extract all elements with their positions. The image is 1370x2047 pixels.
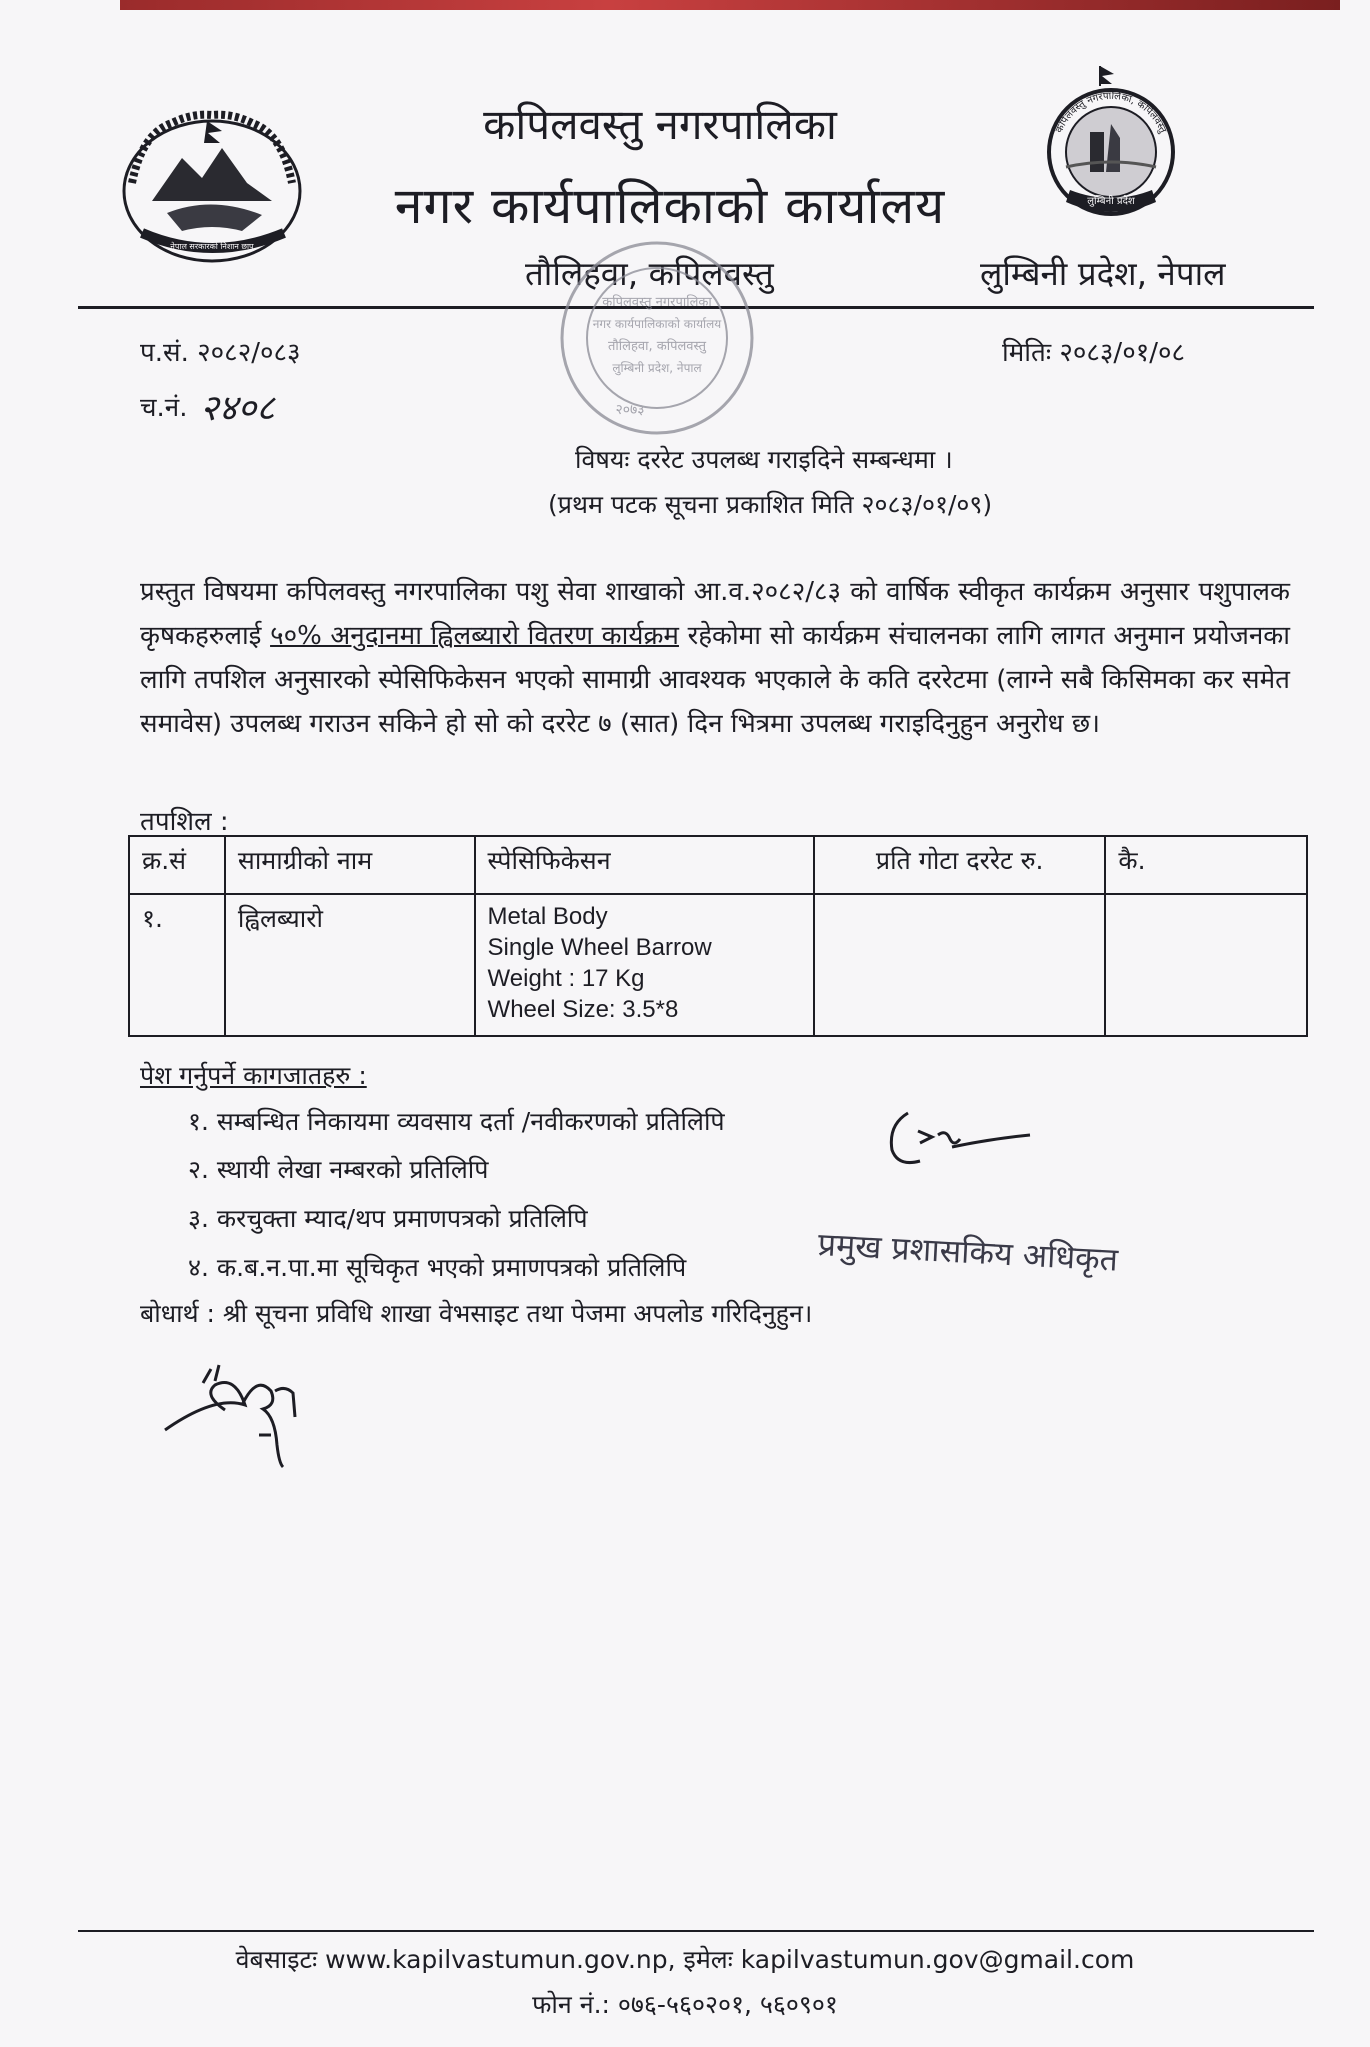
table-row bbox=[129, 894, 1307, 1036]
province-name: लुम्बिनी प्रदेश, नेपाल bbox=[980, 254, 1226, 293]
stamp-line-4: लुम्बिनी प्रदेश, नेपाल bbox=[612, 361, 702, 375]
footer-contact-web: वेबसाइटः www.kapilvastumun.gov.np, इमेलः kapilvastumun.gov@gmail.com bbox=[235, 1945, 1135, 1974]
table-header-row bbox=[129, 836, 1307, 894]
spec-line: Metal Body bbox=[487, 903, 608, 930]
footer-contact-phone: फोन नं.: ०७६-५६०२०१, ५६०९०१ bbox=[532, 1990, 838, 2019]
signatory-title: प्रमुख प्रशासकिय अधिकृत bbox=[816, 1225, 1119, 1279]
body-paragraph bbox=[140, 570, 1290, 746]
body-part-2: रहेकोमा सो कार्यक्रम संचालनका लागि लागत अनुमान प्रयोजनका लागि तपशिल अनुसारको स्पेसिफिकेसन भएको सामाग्री आवश्यक भएकाले के कति दररेटमा (लाग्ने सबै किसिमका कर समेत समावेस) उपलब्ध गराउन सकिने हो सो को दररेट ७ (सात) दिन भित्रमा उपलब्ध गराइदिनुहुन अनुरोध छ। bbox=[140, 621, 1291, 739]
stamp-year: २०७३ bbox=[615, 402, 645, 418]
document-item: २. स्थायी लेखा नम्बरको प्रतिलिपि bbox=[188, 1155, 489, 1184]
cell-rate bbox=[814, 894, 1105, 1036]
cc-note: बोधार्थ : श्री सूचना प्रविधि शाखा वेभसाइट तथा पेजमा अपलोड गरिदिनुहुन। bbox=[140, 1299, 813, 1328]
nepal-emblem-icon bbox=[112, 103, 312, 268]
municipality-logo-icon bbox=[1036, 62, 1186, 232]
stamp-line-2: नगर कार्यपालिकाको कार्यालय bbox=[592, 317, 722, 331]
footer-divider bbox=[78, 1930, 1314, 1932]
cell-sn: १. bbox=[129, 894, 225, 1036]
document-item: ३. करचुक्ता म्याद/थप प्रमाणपत्रको प्रतिलिपि bbox=[188, 1204, 588, 1233]
officer-signature bbox=[880, 1095, 1040, 1185]
details-label: तपशिल : bbox=[140, 807, 229, 837]
letter-date: मितिः २०८३/०१/०८ bbox=[1002, 338, 1186, 368]
document-item: १. सम्बन्धित निकायमा व्यवसाय दर्ता /नवीकरणको प्रतिलिपि bbox=[188, 1107, 725, 1136]
body-part-1: प्रस्तुत विषयमा कपिलवस्तु नगरपालिका पशु सेवा शाखाको आ.व.२०८२/८३ को वार्षिक स्वीकृत कार्यक्रम अनुसार पशुपालक कृषकहरुलाई bbox=[140, 577, 1290, 651]
col-header-remarks: कै. bbox=[1105, 836, 1307, 894]
municipality-name: कपिलवस्तु नगरपालिका bbox=[483, 100, 837, 149]
cell-remarks bbox=[1105, 894, 1307, 1036]
top-border-strip bbox=[120, 0, 1340, 10]
col-header-specification: स्पेसिफिकेसन bbox=[475, 836, 814, 894]
dispatch-label: च.नं. bbox=[140, 393, 188, 423]
reference-number: प.सं. २०८२/०८३ bbox=[140, 338, 301, 368]
col-header-sn: क्र.सं bbox=[129, 836, 225, 894]
cell-specification bbox=[475, 894, 814, 1036]
spec-line: Single Wheel Barrow bbox=[487, 934, 712, 961]
subject-line: विषयः दररेट उपलब्ध गराइदिने सम्बन्धमा । bbox=[575, 445, 953, 474]
spec-line: Weight : 17 Kg bbox=[487, 965, 645, 992]
office-name: नगर कार्यपालिकाको कार्यालय bbox=[394, 177, 946, 235]
office-location: तौलिहवा, कपिलवस्तु bbox=[525, 254, 774, 293]
publication-date-note: (प्रथम पटक सूचना प्रकाशित मिति २०८३/०१/०९) bbox=[548, 490, 993, 519]
col-header-item-name: सामाग्रीको नाम bbox=[225, 836, 475, 894]
spec-line: Wheel Size: 3.5*8 bbox=[487, 996, 679, 1023]
author-signature bbox=[155, 1355, 335, 1470]
required-documents-title: पेश गर्नुपर्ने कागजातहरु : bbox=[140, 1061, 367, 1090]
program-highlight: ५०% अनुदानमा ह्विलब्यारो वितरण कार्यक्रम bbox=[270, 621, 679, 651]
stamp-line-1: कपिलवस्तु नगरपालिका bbox=[602, 295, 712, 310]
document-item: ४. क.ब.न.पा.मा सूचिकृत भएको प्रमाणपत्रको प्रतिलिपि bbox=[188, 1253, 687, 1282]
logo-ring-text: कपिलवस्तु नगरपालिका, कपिलवस्तु bbox=[1053, 90, 1169, 135]
logo-banner-text: लुम्बिनी प्रदेश bbox=[1087, 196, 1135, 207]
col-header-rate: प्रति गोटा दररेट रु. bbox=[814, 836, 1105, 894]
emblem-caption: नेपाल सरकारको निशान छाप bbox=[170, 242, 254, 251]
office-stamp bbox=[535, 228, 780, 448]
items-table bbox=[128, 835, 1308, 1037]
dispatch-number-handwritten: २४०८ bbox=[200, 388, 275, 429]
cell-item-name: ह्विलब्यारो bbox=[225, 894, 475, 1036]
stamp-line-3: तौलिहवा, कपिलवस्तु bbox=[608, 339, 706, 354]
